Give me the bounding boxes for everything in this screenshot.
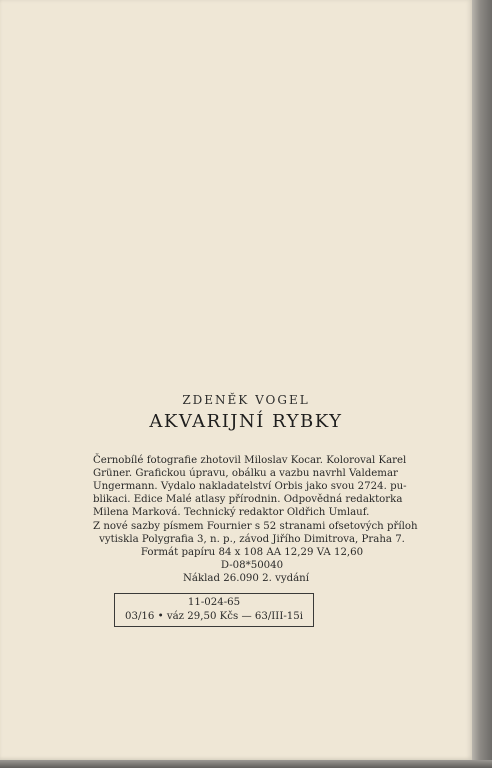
credits-line: Milena Marková. Technický redaktor Oldřich Umlauf. [93,507,370,518]
catalog-price: 03/16 • váz 29,50 Kčs — 63/III-15i [124,611,304,622]
book-cover-edge [472,0,492,768]
credits-line: Černobílé fotografie zhotovil Miloslav Kocar. Koloroval Karel [93,455,407,466]
catalog-box [114,593,314,627]
edition-info: Náklad 26.090 2. vydání [182,573,310,584]
author-name: ZDENĚK VOGEL [182,393,310,407]
catalog-code: 11-024-65 [187,597,241,608]
credits-line: Ungermann. Vydalo nakladatelství Orbis jako svou 2724. pu- [93,481,407,492]
book-bottom-edge [0,760,492,768]
printing-line: Z nové sazby písmem Fournier s 52 stranami ofsetových příloh [93,521,418,532]
printing-line: Formát papíru 84 x 108 AA 12,29 VA 12,60 [140,547,364,558]
printing-paragraph [93,520,418,572]
credits-line: Grüner. Grafickou úpravu, obálku a vazbu navrhl Valdemar [93,468,398,479]
credits-paragraph [93,454,411,519]
printing-line: D-08*50040 [220,560,284,571]
book-title: AKVARIJNÍ RYBKY [149,411,343,432]
printing-line: vytiskla Polygrafia 3, n. p., závod Jiřího Dimitrova, Praha 7. [99,534,405,545]
credits-line: blikaci. Edice Malé atlasy přírodnin. Odpovědná redaktorka [93,494,403,505]
